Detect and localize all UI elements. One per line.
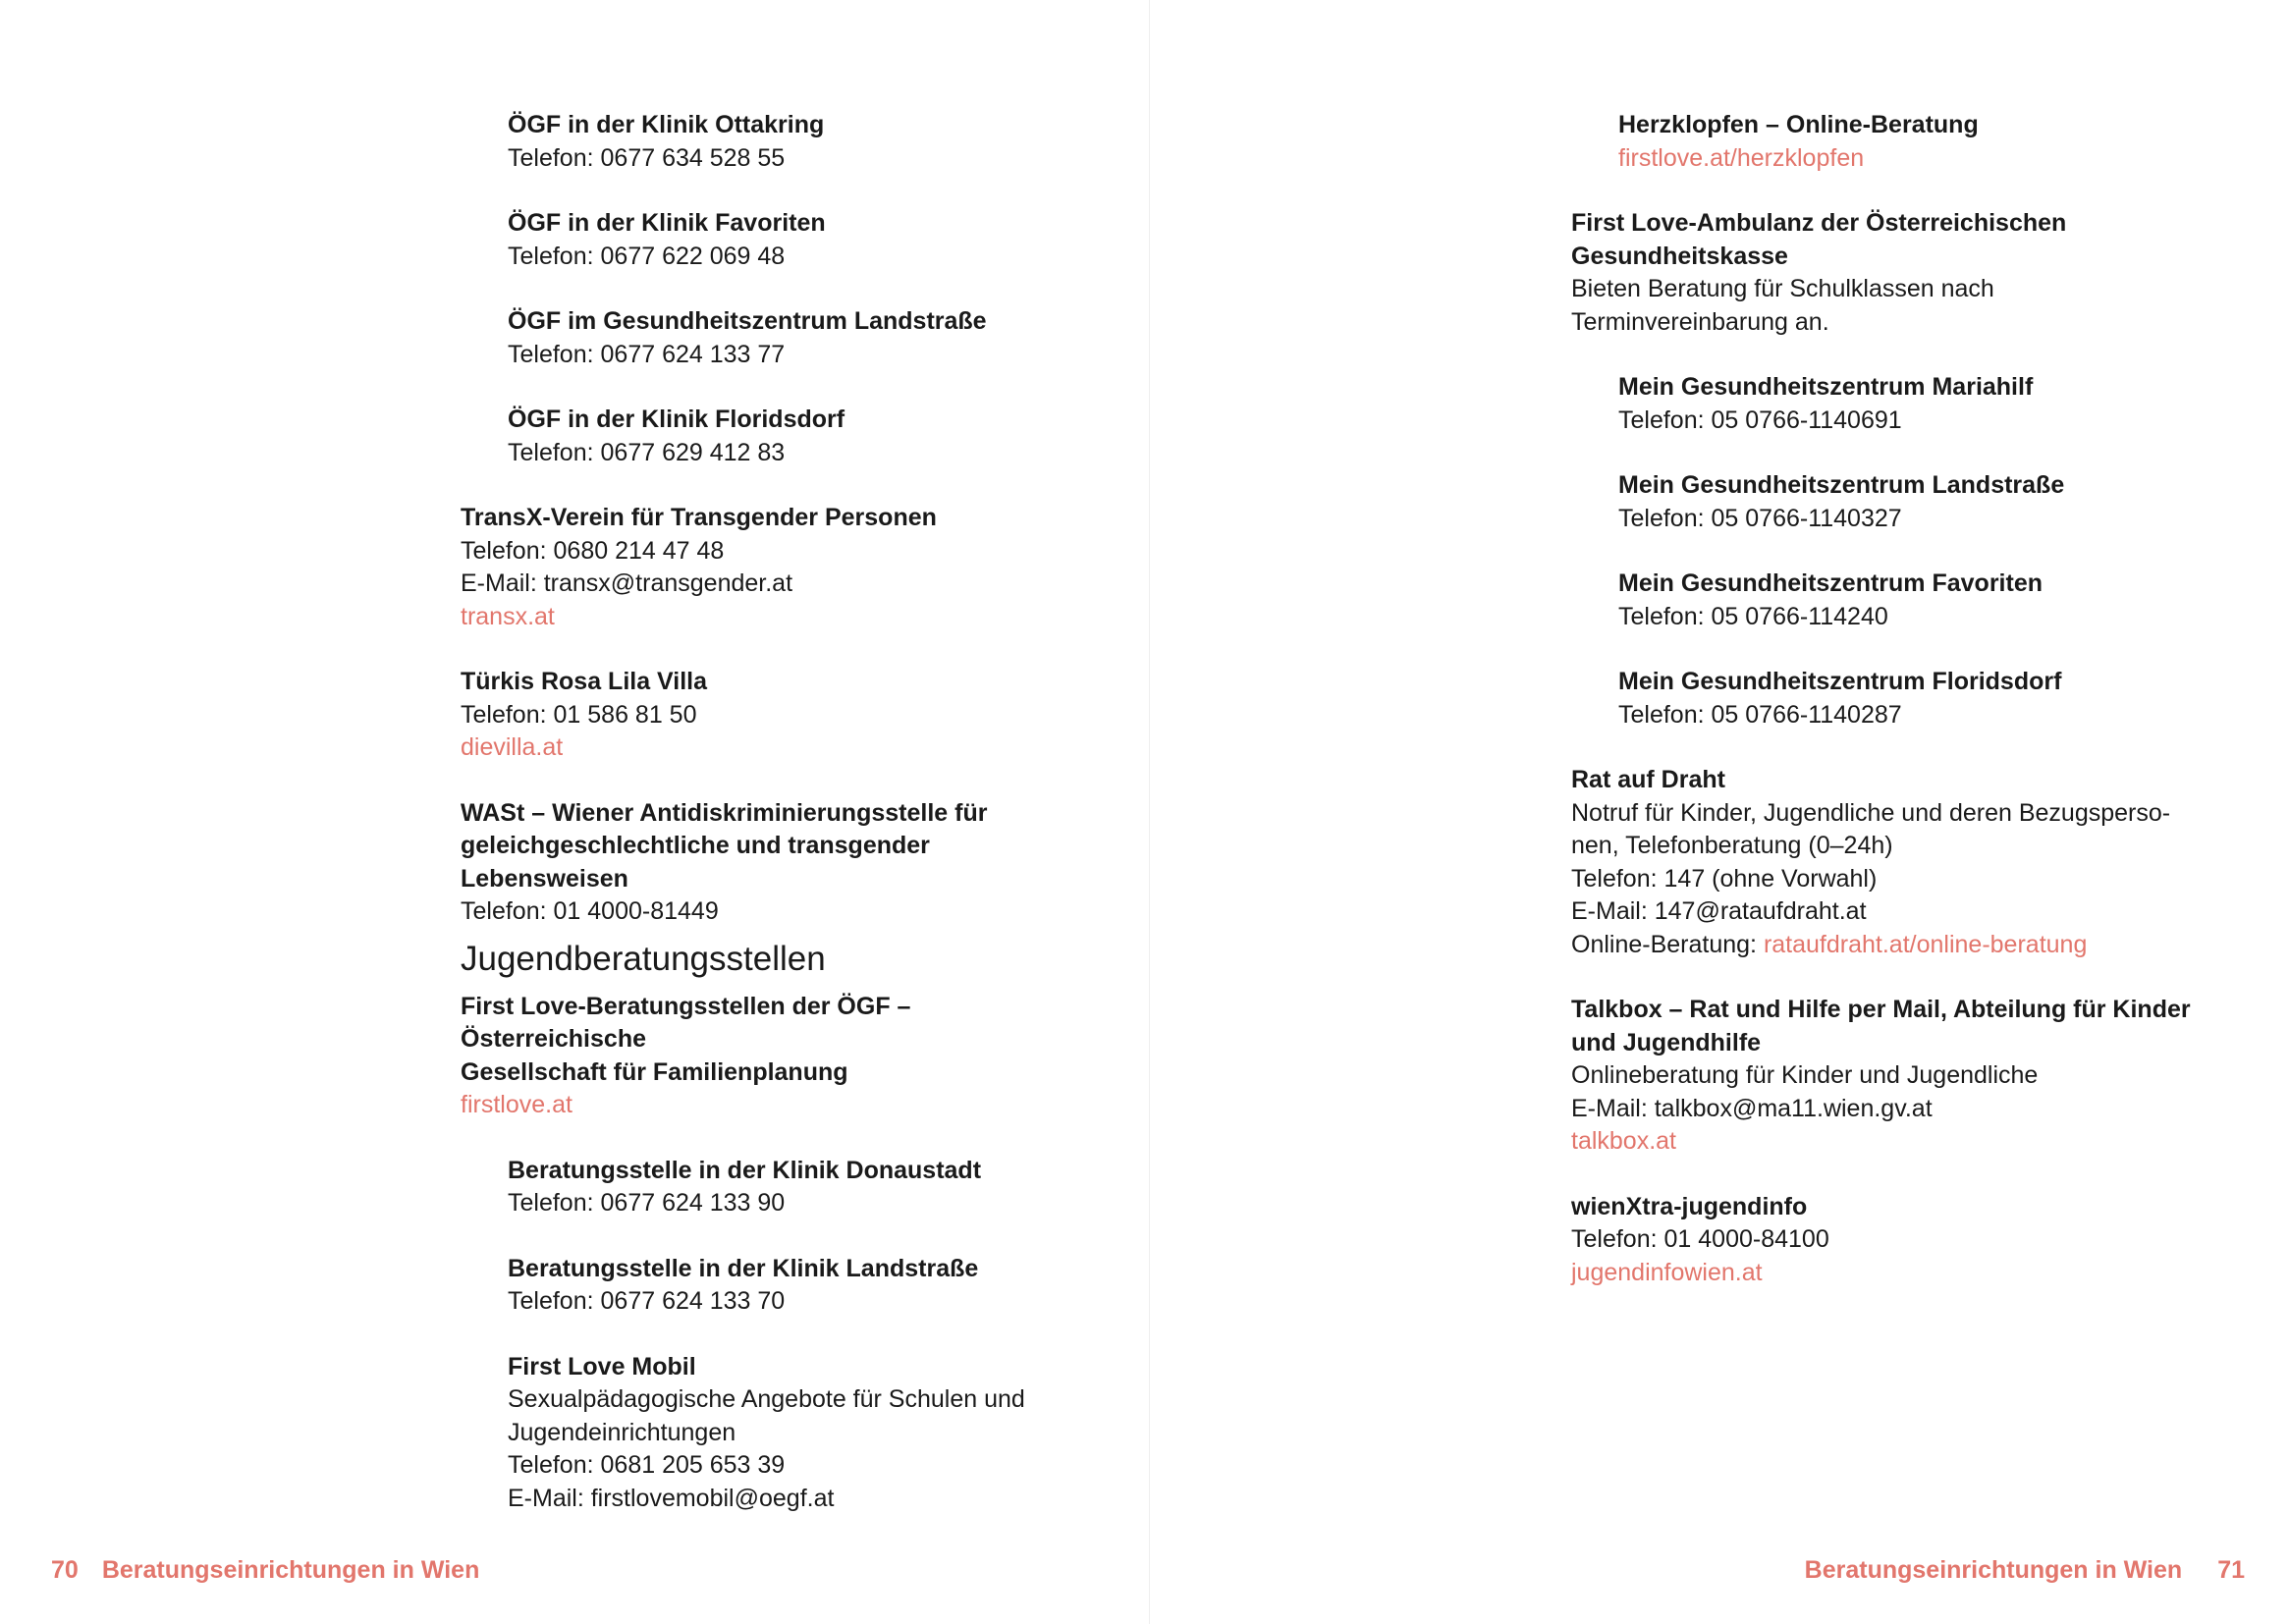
entry-description-line-1: Notruf für Kinder, Jugendliche und deren Bezugsperso- (1571, 798, 2171, 827)
left-column (461, 109, 1089, 1547)
entry-description-line-2: Terminvereinbarung an. (1571, 307, 1829, 336)
entry-title: ÖGF im Gesundheitszentrum Landstraße (508, 307, 987, 335)
entry-title: ÖGF in der Klinik Ottakring (508, 111, 825, 138)
entry-description-line-1: Bieten Beratung für Schulklassen nach (1571, 275, 1994, 302)
entry-phone: Telefon: 0677 622 069 48 (508, 242, 786, 270)
entry-title: Rat auf Draht (1571, 766, 1725, 793)
right-column (1571, 109, 2200, 1322)
entry-email: E-Mail: firstlovemobil@oegf.at (508, 1484, 835, 1512)
entry-rat-auf-draht (1571, 764, 2200, 961)
footer-label: Beratungseinrichtungen in Wien (101, 1556, 480, 1584)
entry-phone: Telefon: 01 4000-84100 (1571, 1225, 1829, 1253)
jugendinfowien-link[interactable]: jugendinfowien.at (1571, 1258, 1763, 1286)
entry-donaustadt (508, 1155, 1089, 1220)
entry-title-line-1: WASt – Wiener Antidiskriminierungsstelle für (461, 798, 988, 827)
entry-phone: Telefon: 05 0766-1140287 (1618, 700, 1902, 729)
entry-herzklopfen (1618, 109, 2200, 175)
entry-oegf-ottakring (508, 109, 1089, 175)
right-page (1150, 0, 2289, 1624)
entry-title-line-2: Gesundheitskasse (1571, 242, 1788, 270)
page-number: 70 (51, 1556, 79, 1584)
entry-villa (461, 666, 1089, 765)
entry-phone: Telefon: 147 (ohne Vorwahl) (1571, 864, 1878, 893)
entry-oegf-favoriten (508, 207, 1089, 273)
entry-phone: Telefon: 05 0766-1140691 (1618, 406, 1902, 434)
entry-ambulanz (1571, 207, 2200, 339)
entry-transx (461, 502, 1089, 633)
herzklopfen-link[interactable]: firstlove.at/herzklopfen (1618, 143, 1865, 172)
entry-landstrasse (508, 1253, 1089, 1319)
talkbox-link[interactable]: talkbox.at (1571, 1127, 1677, 1155)
entry-center-floridsdorf (1618, 666, 2200, 731)
entry-title: Mein Gesundheitszentrum Mariahilf (1618, 373, 2034, 401)
entry-phone: Telefon: 0677 629 412 83 (508, 438, 786, 466)
entry-title: Mein Gesundheitszentrum Favoriten (1618, 569, 2044, 597)
entry-title: wienXtra-jugendinfo (1571, 1192, 1808, 1220)
entry-phone: Telefon: 0677 634 528 55 (508, 143, 786, 172)
entry-description-line-2: Jugendeinrichtungen (508, 1418, 736, 1446)
entry-firstlove-mobil (508, 1351, 1089, 1516)
transx-link[interactable]: transx.at (461, 602, 555, 630)
entry-description-line-2: nen, Telefonberatung (0–24h) (1571, 832, 1893, 859)
entry-email: E-Mail: talkbox@ma11.wien.gv.at (1571, 1094, 1933, 1122)
entry-phone: Telefon: 05 0766-1140327 (1618, 504, 1902, 532)
firstlove-link[interactable]: firstlove.at (461, 1091, 572, 1118)
entry-description-line-1: Sexualpädagogische Angebote für Schulen und (508, 1385, 1025, 1413)
entry-title-line-2: Gesellschaft für Familienplanung (461, 1057, 848, 1086)
entry-title-line-1: Talkbox – Rat und Hilfe per Mail, Abteilung für Kinder (1571, 996, 2191, 1023)
entry-oegf-floridsdorf (508, 404, 1089, 469)
entry-title: Türkis Rosa Lila Villa (461, 668, 708, 695)
entry-phone: Telefon: 0680 214 47 48 (461, 536, 725, 565)
footer-left (51, 1554, 479, 1587)
entry-phone: Telefon: 0681 205 653 39 (508, 1451, 786, 1479)
page-number: 71 (2217, 1556, 2245, 1584)
entry-title-line-2: geleichgeschlechtliche und transgender Lebensweisen (461, 832, 930, 893)
entry-oegf-landstrasse (508, 305, 1089, 371)
section-heading-jugendberatungsstellen: Jugendberatungsstellen (461, 939, 826, 978)
entry-title: ÖGF in der Klinik Favoriten (508, 209, 826, 237)
entry-phone: Telefon: 0677 624 133 77 (508, 340, 786, 368)
entry-email: E-Mail: transx@transgender.at (461, 569, 793, 597)
entry-center-landstrasse (1618, 469, 2200, 535)
entry-title: Beratungsstelle in der Klinik Landstraße (508, 1254, 979, 1282)
entry-title-line-1: First Love-Ambulanz der Österreichischen (1571, 209, 2067, 237)
dievilla-link[interactable]: dievilla.at (461, 733, 564, 761)
entry-phone: Telefon: 05 0766-114240 (1618, 602, 1888, 630)
entry-email: E-Mail: 147@rataufdraht.at (1571, 897, 1867, 925)
entry-title: First Love Mobil (508, 1352, 696, 1380)
entry-talkbox (1571, 994, 2200, 1159)
entry-title-line-1: First Love-Beratungsstellen der ÖGF – Österreichische (461, 992, 911, 1053)
entry-title: TransX-Verein für Transgender Personen (461, 504, 937, 531)
entry-title: Herzklopfen – Online-Beratung (1618, 111, 1979, 138)
entry-phone: Telefon: 01 586 81 50 (461, 700, 697, 729)
entry-center-mariahilf (1618, 371, 2200, 437)
entry-title: ÖGF in der Klinik Floridsdorf (508, 406, 845, 433)
footer-right (1805, 1554, 2245, 1587)
entry-center-favoriten (1618, 568, 2200, 633)
entry-title: Mein Gesundheitszentrum Floridsdorf (1618, 668, 2062, 695)
entry-wienxtra (1571, 1191, 2200, 1290)
rataufdraht-link[interactable]: rataufdraht.at/online-beratung (1763, 930, 2088, 958)
entry-title-line-2: und Jugendhilfe (1571, 1028, 1762, 1056)
entry-online-line (1571, 929, 2200, 962)
entry-phone: Telefon: 0677 624 133 70 (508, 1287, 786, 1315)
entry-title: Mein Gesundheitszentrum Landstraße (1618, 471, 2065, 499)
entry-wast (461, 797, 1089, 929)
entry-phone: Telefon: 01 4000-81449 (461, 897, 719, 925)
footer-label: Beratungseinrichtungen in Wien (1804, 1556, 2183, 1584)
entry-firstlove (461, 991, 1089, 1122)
entry-description: Onlineberatung für Kinder und Jugendliche (1571, 1061, 2039, 1089)
entry-phone: Telefon: 0677 624 133 90 (508, 1189, 786, 1217)
online-label: Online-Beratung: (1571, 930, 1764, 958)
entry-title: Beratungsstelle in der Klinik Donaustadt (508, 1156, 982, 1184)
